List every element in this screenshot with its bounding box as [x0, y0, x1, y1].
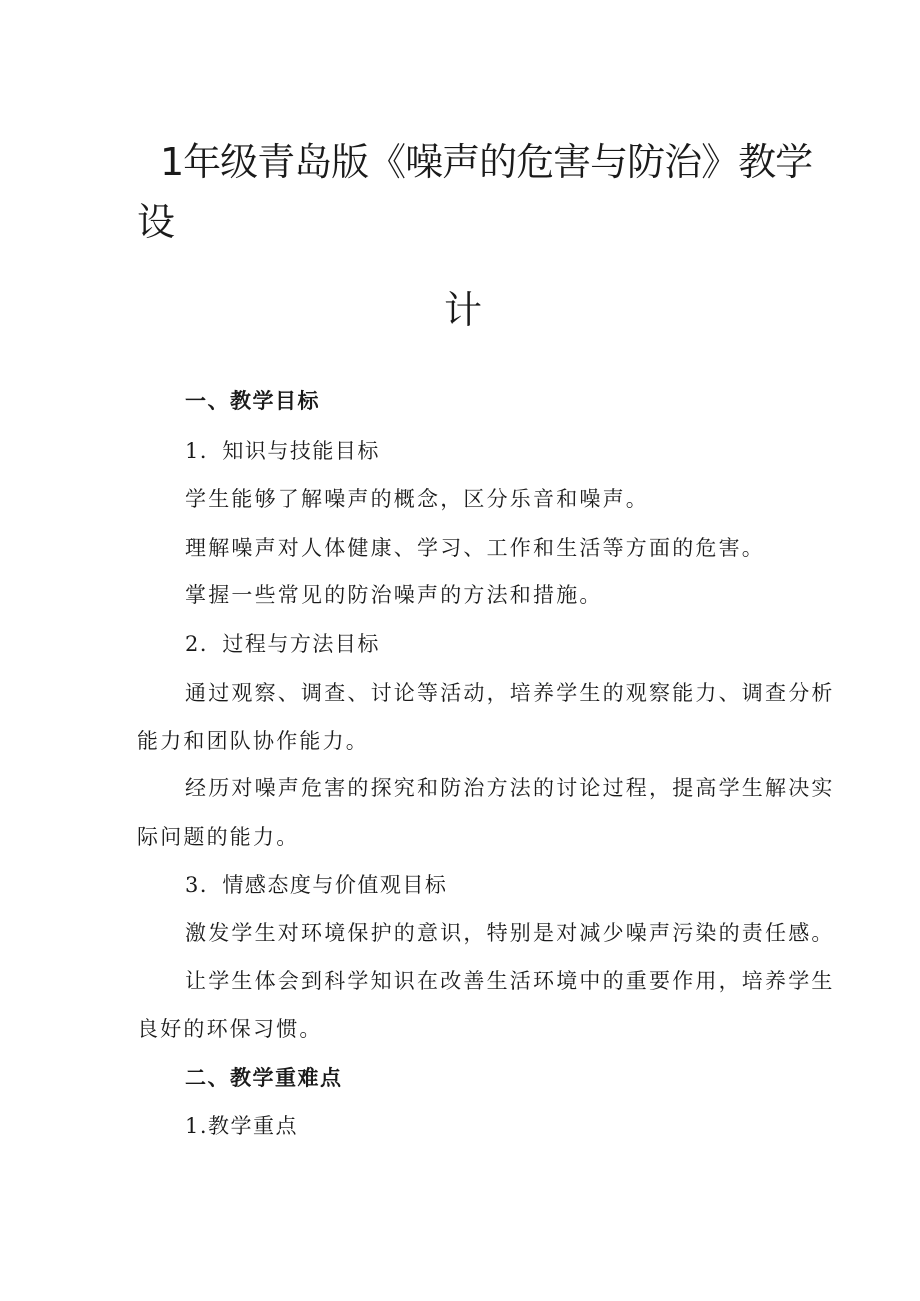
paragraph: 激发学生对环境保护的意识，特别是对减少噪声污染的责任感。	[185, 921, 835, 945]
paragraph: 经历对噪声危害的探究和防治方法的讨论过程，提高学生解决实	[185, 776, 835, 800]
paragraph: 学生能够了解噪声的概念，区分乐音和噪声。	[185, 487, 649, 511]
paragraph: 理解噪声对人体健康、学习、工作和生活等方面的危害。	[185, 536, 765, 560]
document-title-line3: 计	[444, 288, 483, 332]
document-title-line1: 1年级青岛版《噪声的危害与防治》教学	[160, 140, 813, 184]
paragraph: 良好的环保习惯。	[137, 1017, 323, 1041]
section-heading-key-points: 二、教学重难点	[185, 1066, 343, 1090]
document-title-line2: 设	[137, 200, 176, 244]
subsection-teaching-focus: 1.教学重点	[185, 1114, 299, 1138]
subsection-emotions-values: 3．情感态度与价值观目标	[185, 873, 448, 897]
paragraph: 际问题的能力。	[137, 825, 300, 849]
paragraph: 能力和团队协作能力。	[137, 729, 369, 753]
paragraph: 让学生体会到科学知识在改善生活环境中的重要作用，培养学生	[185, 969, 835, 993]
subsection-process-methods: 2．过程与方法目标	[185, 632, 380, 656]
section-heading-objectives: 一、教学目标	[185, 389, 320, 413]
paragraph: 掌握一些常见的防治噪声的方法和措施。	[185, 583, 603, 607]
subsection-knowledge-skills: 1．知识与技能目标	[185, 439, 380, 463]
paragraph: 通过观察、调查、讨论等活动，培养学生的观察能力、调查分析	[185, 681, 835, 705]
